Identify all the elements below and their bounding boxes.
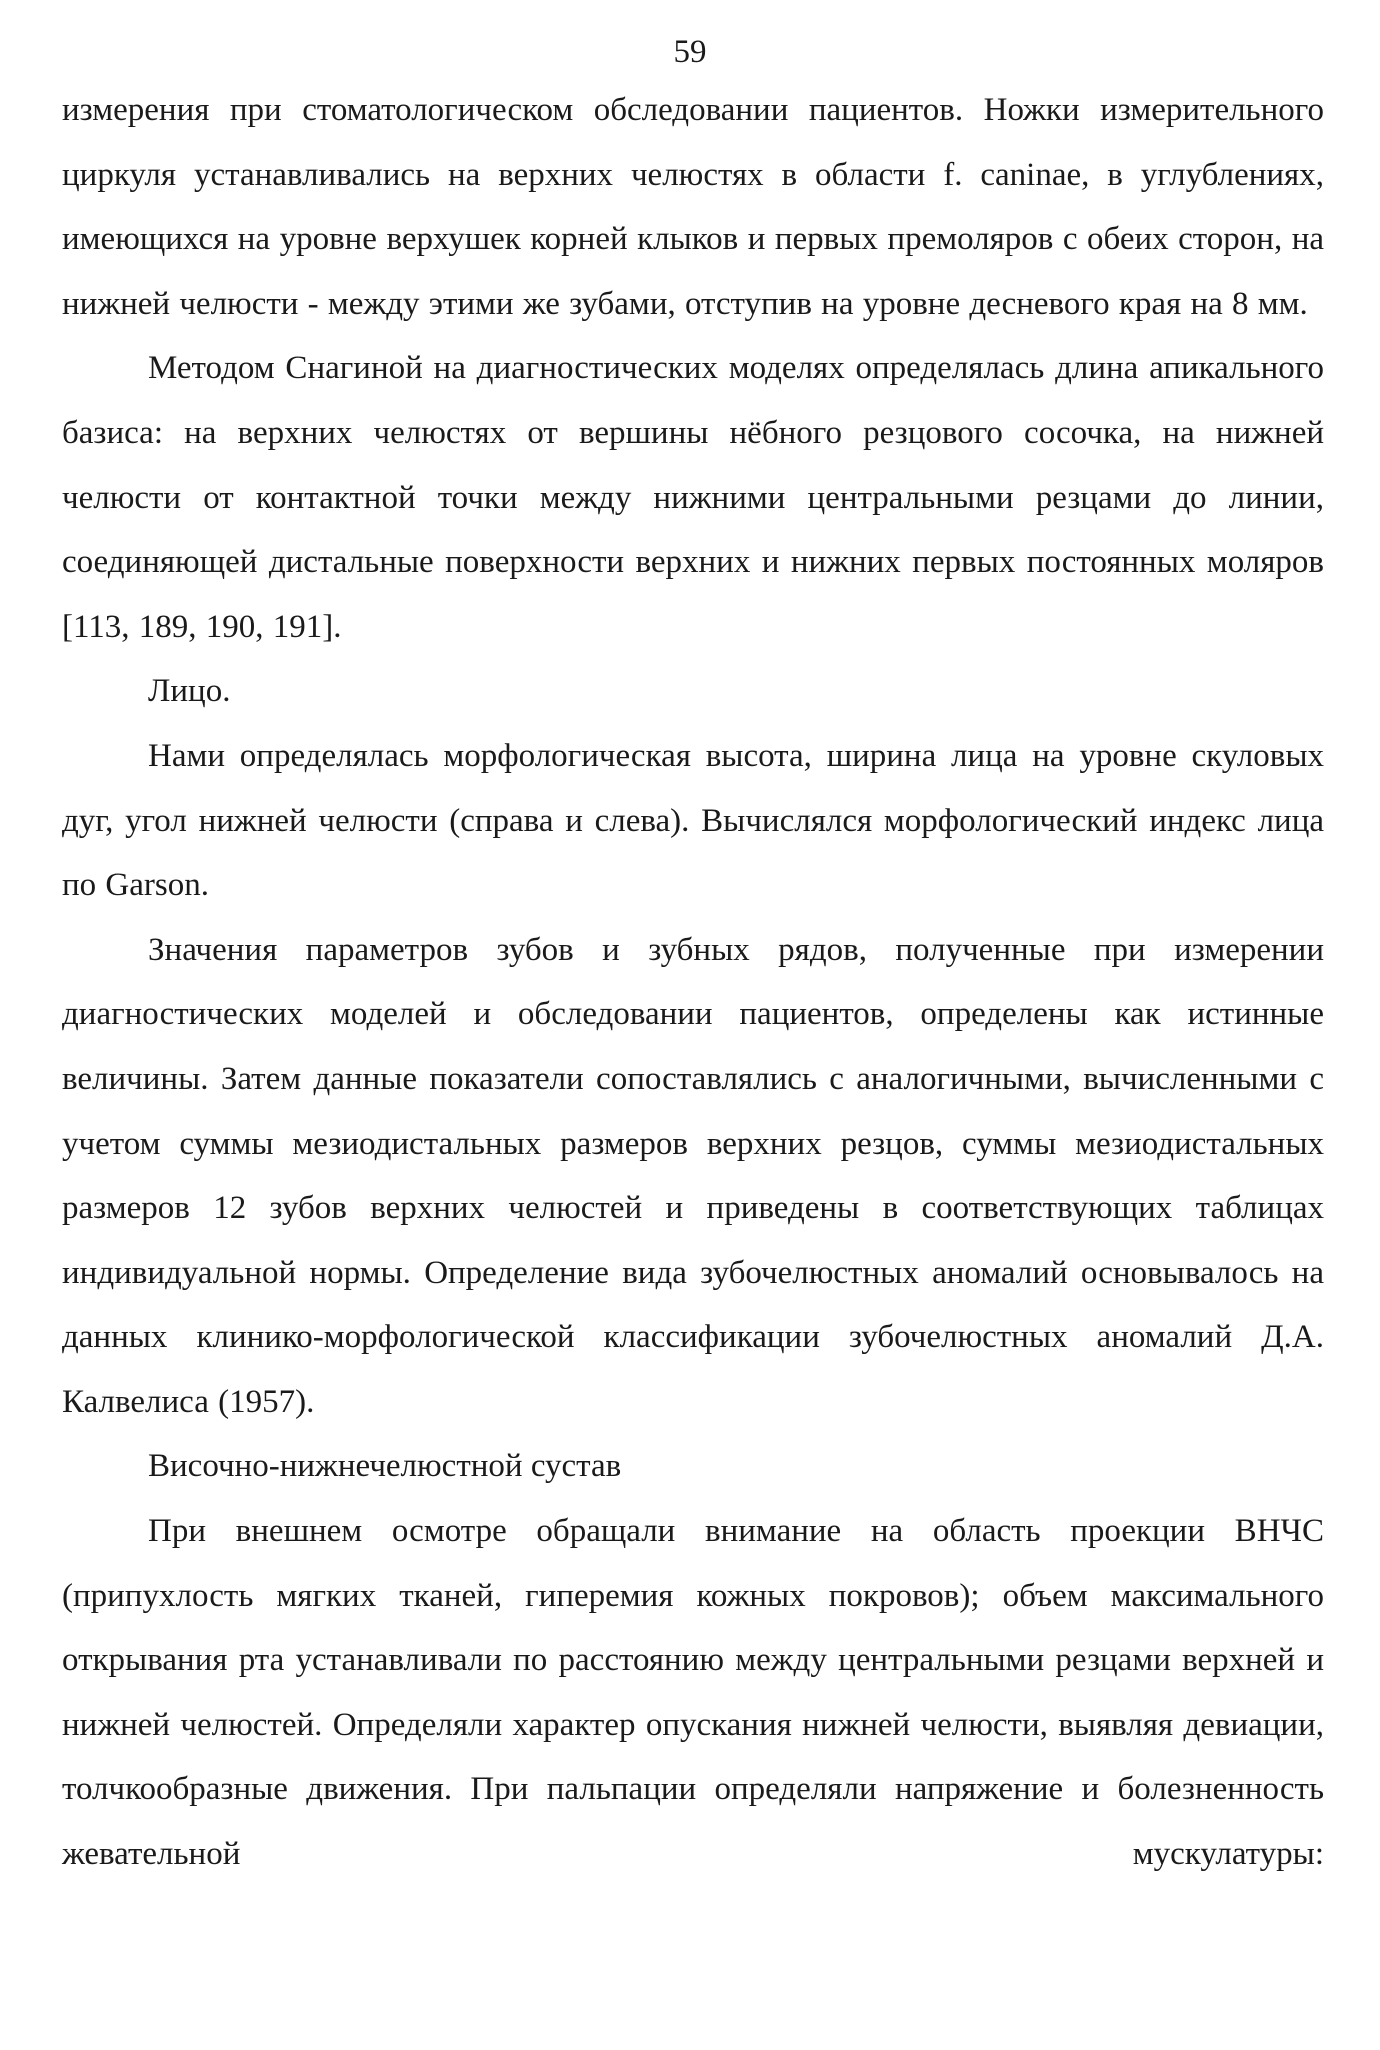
- paragraph-measurement-continuation: измерения при стоматологическом обследовании пациентов. Ножки измерительного циркуля устанавливались на верхних челюстях в области f. caninae, в углублениях, имеющихся на уровне верхушек корней клыков и первых премоляров с обеих сторон, на нижней челюсти - между этими же зубами, отступив на уровне десневого края на 8 мм.: [62, 92, 1324, 322]
- paragraph-apical-basis: Методом Снагиной на диагностических моделях определялась длина апикального базиса: на верхних челюстях от вершины нёбного резцового сосочка, на нижней челюсти от контактной точки между нижними центральными резцами до линии, соединяющей дистальные поверхности верхних и нижних первых постоянных моляров [113, 189, 190, 191].: [62, 350, 1324, 645]
- paragraph-tmj-examination: При внешнем осмотре обращали внимание на область проекции ВНЧС (припухлость мягких тканей, гиперемия кожных покровов); объем максимального открывания рта устанавливали по расстоянию между центральными резцами верхней и нижней челюстей. Определяли характер опускания нижней челюсти, выявляя девиации, толчкообразные движения. При пальпации определяли напряжение и болезненность жевательной мускулатуры:: [62, 1513, 1324, 1873]
- paragraph-face-measurements: Нами определялась морфологическая высота, ширина лица на уровне скуловых дуг, угол нижней челюсти (справа и слева). Вычислялся морфологический индекс лица по Garson.: [62, 737, 1324, 904]
- page-number: 59: [673, 34, 707, 70]
- section-heading-tmj: Височно-нижнечелюстной сустав: [148, 1448, 622, 1485]
- section-heading-face: Лицо.: [148, 673, 231, 710]
- paragraph-parameter-values: Значения параметров зубов и зубных рядов, полученные при измерении диагностических моделей и обследовании пациентов, определены как истинные величины. Затем данные показатели сопоставлялись с аналогичными, вычисленными с учетом суммы мезиодистальных размеров верхних резцов, суммы мезиодистальных размеров 12 зубов верхних челюстей и приведены в соответствующих таблицах индивидуальной нормы. Определение вида зубочелюстных аномалий основывалось на данных клинико-морфологической классификации зубочелюстных аномалий Д.А. Калвелиса (1957).: [62, 931, 1324, 1420]
- body-text: [62, 78, 1324, 1887]
